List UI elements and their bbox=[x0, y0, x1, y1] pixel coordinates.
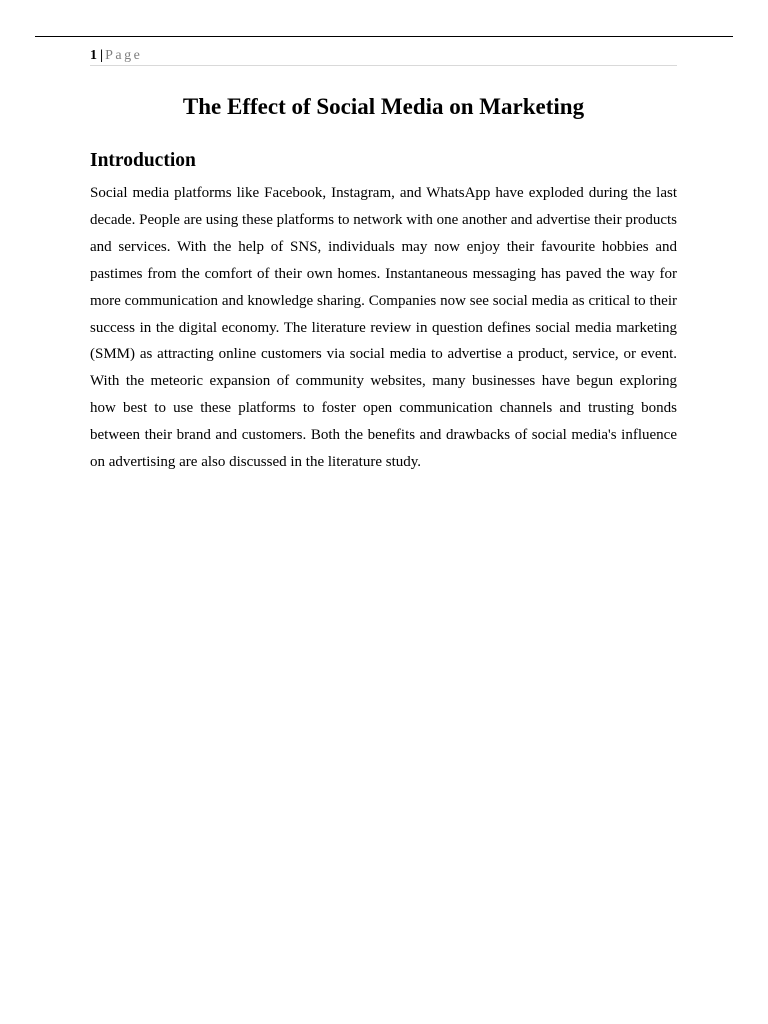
section-heading-introduction: Introduction bbox=[90, 150, 196, 171]
page-header bbox=[90, 46, 677, 66]
document-title: The Effect of Social Media on Marketing bbox=[182, 94, 585, 119]
page-separator: | bbox=[100, 48, 104, 63]
page-label: Page bbox=[105, 48, 143, 63]
page-number: 1 bbox=[90, 48, 97, 63]
header-rule bbox=[35, 36, 733, 37]
introduction-paragraph: Social media platforms like Facebook, Instagram, and WhatsApp have exploded during the last decade. People are using these platforms to network with one another and advertise their products and services. With the help of SNS, individuals may now enjoy their favourite hobbies and pastimes from the comfort of their own homes. Instantaneous messaging has paved the way for more communication and knowledge sharing. Companies now see social media as critical to their success in the digital economy. The literature review in question defines social media marketing (SMM) as attracting online customers via social media to advertise a product, service, or event. With the meteoric expansion of community websites, many businesses have begun exploring how best to use these platforms to foster open communication channels and trusting bonds between their brand and customers. Both the benefits and drawbacks of social media's influence on advertising are also discussed in the literature study. bbox=[90, 185, 677, 471]
